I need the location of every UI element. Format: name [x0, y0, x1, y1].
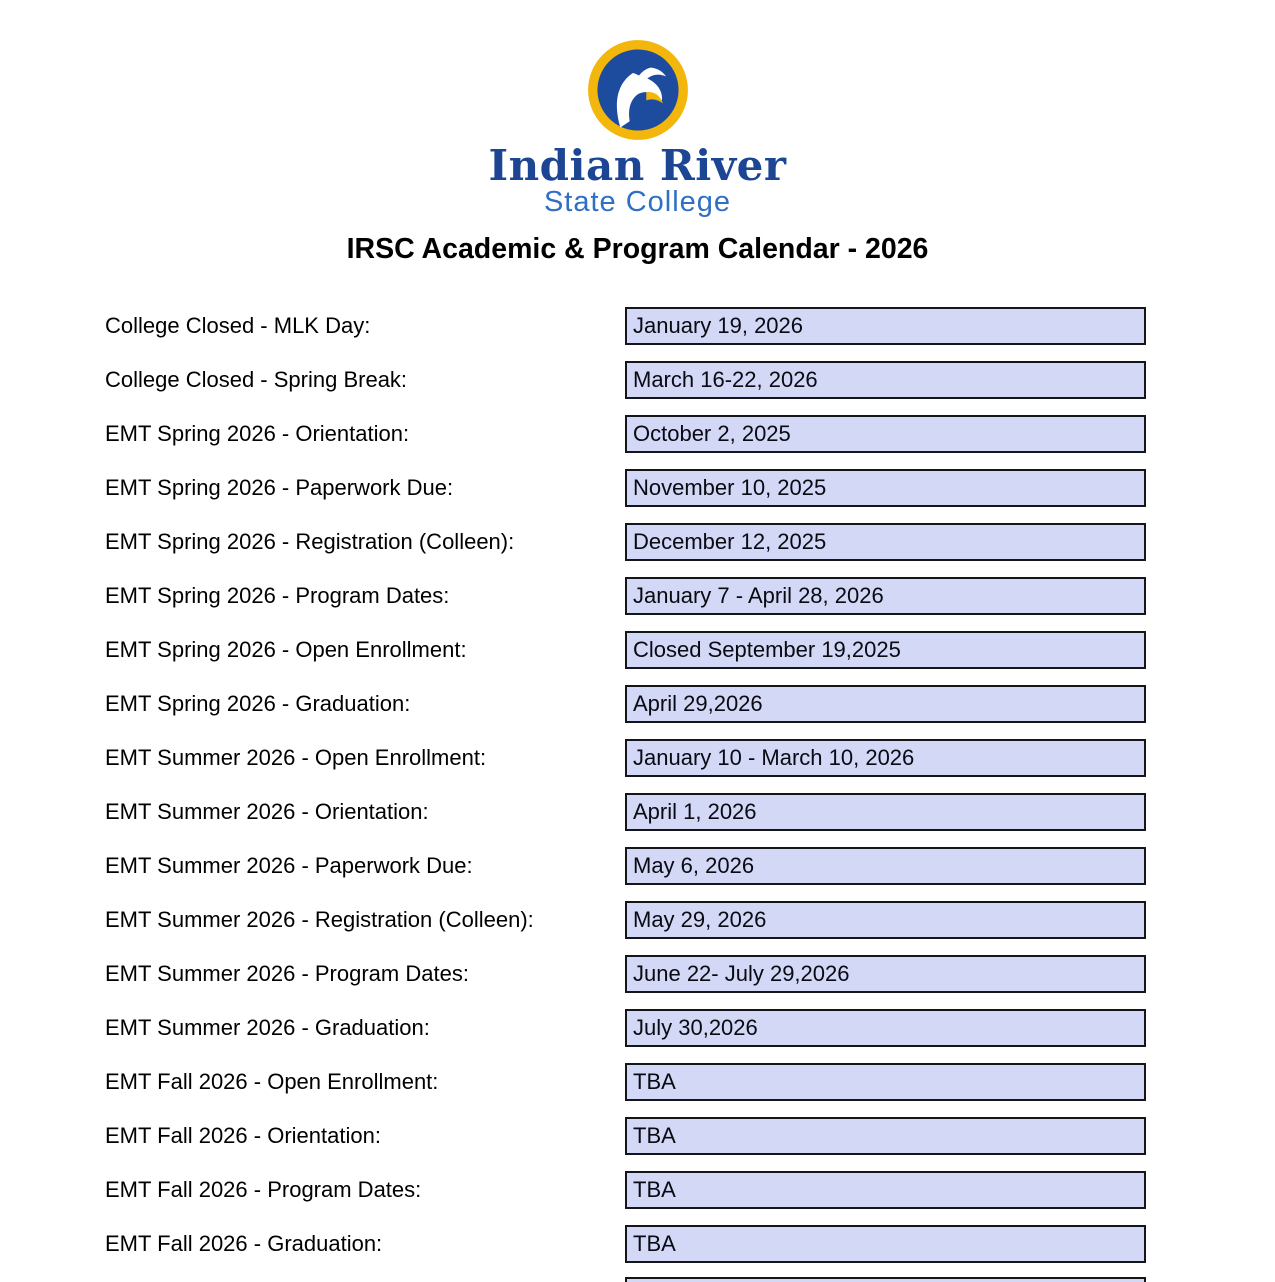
document-header: [0, 0, 1275, 266]
logo-wordmark-line1: Indian River: [488, 141, 787, 190]
date-field-1[interactable]: March 16-22, 2026: [625, 361, 1146, 399]
calendar-row: [0, 947, 1275, 1001]
calendar-row: [0, 299, 1275, 353]
date-field-9[interactable]: April 1, 2026: [625, 793, 1146, 831]
date-field-11[interactable]: May 29, 2026: [625, 901, 1146, 939]
field-label: EMT Summer 2026 - Registration (Colleen):: [105, 907, 534, 932]
field-label: EMT Spring 2026 - Registration (Colleen):: [105, 529, 515, 554]
calendar-row: [0, 677, 1275, 731]
calendar-row: [0, 893, 1275, 947]
calendar-row: [0, 785, 1275, 839]
date-field-5[interactable]: January 7 - April 28, 2026: [625, 577, 1146, 615]
date-field-partial-cutoff[interactable]: [625, 1277, 1146, 1282]
field-label: College Closed - MLK Day:: [105, 313, 371, 338]
calendar-row: [0, 1163, 1275, 1217]
date-field-17[interactable]: TBA: [625, 1225, 1146, 1263]
calendar-row: [0, 569, 1275, 623]
field-label: EMT Spring 2026 - Program Dates:: [105, 583, 450, 608]
field-label: EMT Summer 2026 - Program Dates:: [105, 961, 469, 986]
field-label: College Closed - Spring Break:: [105, 367, 408, 392]
date-field-16[interactable]: TBA: [625, 1171, 1146, 1209]
calendar-row: [0, 1217, 1275, 1271]
calendar-row: [0, 839, 1275, 893]
date-field-15[interactable]: TBA: [625, 1117, 1146, 1155]
date-field-10[interactable]: May 6, 2026: [625, 847, 1146, 885]
field-label: EMT Summer 2026 - Orientation:: [105, 799, 429, 824]
irsc-eagle-logo-icon: [586, 38, 690, 142]
calendar-row: [0, 461, 1275, 515]
date-field-13[interactable]: July 30,2026: [625, 1009, 1146, 1047]
date-field-12[interactable]: June 22- July 29,2026: [625, 955, 1146, 993]
field-label: EMT Fall 2026 - Open Enrollment:: [105, 1069, 439, 1094]
calendar-row: [0, 1055, 1275, 1109]
field-label: EMT Fall 2026 - Orientation:: [105, 1123, 381, 1148]
field-label: EMT Fall 2026 - Graduation:: [105, 1231, 383, 1256]
calendar-row: [0, 1001, 1275, 1055]
field-label: EMT Spring 2026 - Orientation:: [105, 421, 410, 446]
calendar-row: [0, 731, 1275, 785]
field-label: EMT Spring 2026 - Graduation:: [105, 691, 411, 716]
date-field-14[interactable]: TBA: [625, 1063, 1146, 1101]
calendar-row: [0, 623, 1275, 677]
field-label: EMT Spring 2026 - Paperwork Due:: [105, 475, 454, 500]
field-label: EMT Fall 2026 - Program Dates:: [105, 1177, 422, 1202]
calendar-row: [0, 353, 1275, 407]
date-field-6[interactable]: Closed September 19,2025: [625, 631, 1146, 669]
field-label: EMT Summer 2026 - Open Enrollment:: [105, 745, 487, 770]
page-title: IRSC Academic & Program Calendar - 2026: [346, 233, 929, 266]
date-field-3[interactable]: November 10, 2025: [625, 469, 1146, 507]
date-field-7[interactable]: April 29,2026: [625, 685, 1146, 723]
field-label: EMT Spring 2026 - Open Enrollment:: [105, 637, 467, 662]
field-label: EMT Summer 2026 - Paperwork Due:: [105, 853, 473, 878]
calendar-row: [0, 1109, 1275, 1163]
date-field-0[interactable]: January 19, 2026: [625, 307, 1146, 345]
calendar-row: [0, 515, 1275, 569]
date-field-2[interactable]: October 2, 2025: [625, 415, 1146, 453]
field-label: EMT Summer 2026 - Graduation:: [105, 1015, 430, 1040]
logo-wordmark-line2: State College: [543, 186, 732, 218]
date-field-4[interactable]: December 12, 2025: [625, 523, 1146, 561]
date-field-8[interactable]: January 10 - March 10, 2026: [625, 739, 1146, 777]
calendar-field-list: [0, 299, 1275, 1271]
calendar-row: [0, 407, 1275, 461]
